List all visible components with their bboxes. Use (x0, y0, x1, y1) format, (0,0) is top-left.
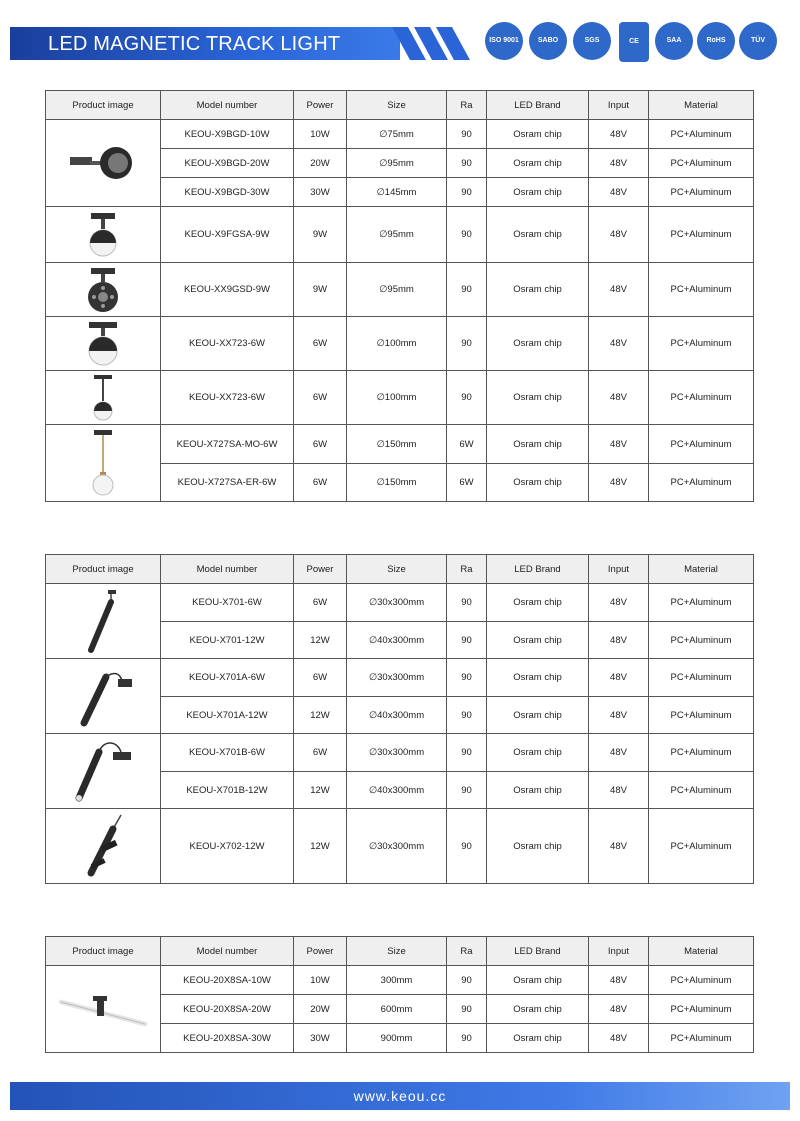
col-header-image: Product image (46, 91, 161, 120)
power-cell: 6W (294, 371, 347, 425)
spec-table-spot-lights (45, 90, 754, 502)
col-header-input: Input (589, 91, 649, 120)
tube-with-cord-icon (63, 738, 143, 804)
led-brand-cell: Osram chip (487, 622, 589, 659)
led-brand-cell: Osram chip (487, 178, 589, 207)
slim-pendant-tube-icon (73, 588, 133, 654)
col-header-ra: Ra (447, 555, 487, 584)
table-row (46, 966, 754, 995)
col-header-material: Material (649, 91, 754, 120)
led-brand-cell: Osram chip (487, 697, 589, 734)
size-cell: ∅40x300mm (347, 622, 447, 659)
product-image-cell (46, 584, 161, 659)
col-header-power: Power (294, 91, 347, 120)
check-badge-icon: SGS (573, 22, 611, 60)
size-cell: ∅100mm (347, 317, 447, 371)
input-cell: 48V (589, 317, 649, 371)
model-cell: KEOU-XX9GSD-9W (161, 263, 294, 317)
ra-cell: 90 (447, 317, 487, 371)
input-cell: 48V (589, 584, 649, 622)
col-header-ra: Ra (447, 91, 487, 120)
col-header-model: Model number (161, 937, 294, 966)
input-cell: 48V (589, 1024, 649, 1053)
power-cell: 12W (294, 772, 347, 809)
col-header-model: Model number (161, 91, 294, 120)
product-image-cell (46, 425, 161, 502)
power-cell: 30W (294, 178, 347, 207)
size-cell: 600mm (347, 995, 447, 1024)
col-header-model: Model number (161, 555, 294, 584)
model-cell: KEOU-X9BGD-30W (161, 178, 294, 207)
size-cell: 300mm (347, 966, 447, 995)
saa-badge-icon: SAA (655, 22, 693, 60)
input-cell: 48V (589, 263, 649, 317)
col-header-power: Power (294, 937, 347, 966)
size-cell: ∅150mm (347, 425, 447, 464)
power-cell: 30W (294, 1024, 347, 1053)
tube-with-adapter-icon (68, 663, 138, 729)
size-cell: ∅40x300mm (347, 697, 447, 734)
col-header-material: Material (649, 937, 754, 966)
table-row (46, 263, 754, 317)
table-header-row (46, 91, 754, 120)
material-cell: PC+Aluminum (649, 659, 754, 697)
spec-table-linear-lights (45, 936, 754, 1053)
led-brand-cell: Osram chip (487, 966, 589, 995)
led-brand-cell: Osram chip (487, 772, 589, 809)
input-cell: 48V (589, 809, 649, 884)
ra-cell: 90 (447, 697, 487, 734)
table-row (46, 809, 754, 884)
led-brand-cell: Osram chip (487, 263, 589, 317)
size-cell: ∅30x300mm (347, 584, 447, 622)
material-cell: PC+Aluminum (649, 809, 754, 884)
material-cell: PC+Aluminum (649, 734, 754, 772)
material-cell: PC+Aluminum (649, 178, 754, 207)
power-cell: 10W (294, 966, 347, 995)
model-cell: KEOU-20X8SA-10W (161, 966, 294, 995)
ra-cell: 90 (447, 263, 487, 317)
material-cell: PC+Aluminum (649, 464, 754, 502)
small-pendant-globe-icon (88, 373, 118, 423)
input-cell: 48V (589, 120, 649, 149)
power-cell: 12W (294, 697, 347, 734)
table-row (46, 207, 754, 263)
table-header-row (46, 555, 754, 584)
ra-cell: 90 (447, 1024, 487, 1053)
led-brand-cell: Osram chip (487, 734, 589, 772)
col-header-led-brand: LED Brand (487, 555, 589, 584)
aquaplate-badge-icon: RoHS (697, 22, 735, 60)
power-cell: 9W (294, 263, 347, 317)
power-cell: 6W (294, 584, 347, 622)
model-cell: KEOU-X9BGD-20W (161, 149, 294, 178)
page-title: LED MAGNETIC TRACK LIGHT (48, 33, 341, 55)
ra-cell: 6W (447, 425, 487, 464)
spec-table-tube-lights (45, 554, 754, 884)
led-brand-cell: Osram chip (487, 995, 589, 1024)
material-cell: PC+Aluminum (649, 425, 754, 464)
material-cell: PC+Aluminum (649, 149, 754, 178)
size-cell: ∅95mm (347, 207, 447, 263)
material-cell: PC+Aluminum (649, 966, 754, 995)
table-row (46, 120, 754, 149)
table-row (46, 659, 754, 697)
ra-cell: 90 (447, 772, 487, 809)
model-cell: KEOU-20X8SA-20W (161, 995, 294, 1024)
material-cell: PC+Aluminum (649, 772, 754, 809)
table-row (46, 734, 754, 772)
input-cell: 48V (589, 659, 649, 697)
ra-cell: 6W (447, 464, 487, 502)
col-header-ra: Ra (447, 937, 487, 966)
product-image-cell (46, 120, 161, 207)
power-cell: 20W (294, 995, 347, 1024)
material-cell: PC+Aluminum (649, 120, 754, 149)
ra-cell: 90 (447, 149, 487, 178)
col-header-input: Input (589, 937, 649, 966)
product-image-cell (46, 734, 161, 809)
certification-logos (485, 22, 785, 66)
material-cell: PC+Aluminum (649, 371, 754, 425)
col-header-size: Size (347, 91, 447, 120)
material-cell: PC+Aluminum (649, 317, 754, 371)
power-cell: 20W (294, 149, 347, 178)
long-pendant-globe-icon (86, 428, 120, 498)
table-row (46, 317, 754, 371)
material-cell: PC+Aluminum (649, 263, 754, 317)
model-cell: KEOU-X701-6W (161, 584, 294, 622)
material-cell: PC+Aluminum (649, 622, 754, 659)
input-cell: 48V (589, 622, 649, 659)
size-cell: ∅150mm (347, 464, 447, 502)
power-cell: 9W (294, 207, 347, 263)
model-cell: KEOU-X727SA-ER-6W (161, 464, 294, 502)
col-header-led-brand: LED Brand (487, 937, 589, 966)
product-image-cell (46, 659, 161, 734)
half-globe-light-icon (83, 320, 123, 368)
power-cell: 6W (294, 464, 347, 502)
table-row (46, 425, 754, 464)
input-cell: 48V (589, 697, 649, 734)
segmented-tube-icon (73, 813, 133, 879)
globe-spot-light-icon (83, 211, 123, 259)
ra-cell: 90 (447, 809, 487, 884)
led-brand-cell: Osram chip (487, 120, 589, 149)
ra-cell: 90 (447, 178, 487, 207)
header-stripes-decoration (392, 27, 472, 60)
led-brand-cell: Osram chip (487, 1024, 589, 1053)
col-header-power: Power (294, 555, 347, 584)
input-cell: 48V (589, 149, 649, 178)
round-spot-light-icon (68, 143, 138, 183)
table-row (46, 584, 754, 622)
ra-cell: 90 (447, 622, 487, 659)
size-cell: ∅30x300mm (347, 659, 447, 697)
size-cell: ∅75mm (347, 120, 447, 149)
table-header-row (46, 937, 754, 966)
size-cell: ∅95mm (347, 263, 447, 317)
tuv-badge-icon: TÜV (739, 22, 777, 60)
power-cell: 6W (294, 734, 347, 772)
product-image-cell (46, 966, 161, 1053)
size-cell: ∅30x300mm (347, 734, 447, 772)
model-cell: KEOU-X702-12W (161, 809, 294, 884)
sabo-badge-icon: SABO (529, 22, 567, 60)
ra-cell: 90 (447, 584, 487, 622)
ra-cell: 90 (447, 659, 487, 697)
model-cell: KEOU-X701A-12W (161, 697, 294, 734)
size-cell: ∅145mm (347, 178, 447, 207)
input-cell: 48V (589, 207, 649, 263)
input-cell: 48V (589, 371, 649, 425)
product-image-cell (46, 317, 161, 371)
col-header-input: Input (589, 555, 649, 584)
model-cell: KEOU-X701B-12W (161, 772, 294, 809)
flag-badge-icon: CE (619, 22, 649, 62)
ra-cell: 90 (447, 966, 487, 995)
linear-bar-light-icon (55, 984, 151, 1034)
model-cell: KEOU-X701A-6W (161, 659, 294, 697)
led-brand-cell: Osram chip (487, 659, 589, 697)
model-cell: KEOU-XX723-6W (161, 317, 294, 371)
led-brand-cell: Osram chip (487, 425, 589, 464)
ra-cell: 90 (447, 995, 487, 1024)
model-cell: KEOU-X9FGSA-9W (161, 207, 294, 263)
material-cell: PC+Aluminum (649, 207, 754, 263)
input-cell: 48V (589, 178, 649, 207)
power-cell: 6W (294, 425, 347, 464)
input-cell: 48V (589, 966, 649, 995)
ra-cell: 90 (447, 371, 487, 425)
model-cell: KEOU-X701B-6W (161, 734, 294, 772)
led-brand-cell: Osram chip (487, 809, 589, 884)
product-image-cell (46, 371, 161, 425)
model-cell: KEOU-X701-12W (161, 622, 294, 659)
power-cell: 6W (294, 659, 347, 697)
col-header-image: Product image (46, 937, 161, 966)
input-cell: 48V (589, 772, 649, 809)
multi-lens-spot-icon (83, 266, 123, 314)
led-brand-cell: Osram chip (487, 371, 589, 425)
input-cell: 48V (589, 995, 649, 1024)
led-brand-cell: Osram chip (487, 317, 589, 371)
model-cell: KEOU-20X8SA-30W (161, 1024, 294, 1053)
led-brand-cell: Osram chip (487, 207, 589, 263)
model-cell: KEOU-X9BGD-10W (161, 120, 294, 149)
col-header-size: Size (347, 555, 447, 584)
size-cell: ∅95mm (347, 149, 447, 178)
iso-9001-badge-icon: ISO 9001 (485, 22, 523, 60)
material-cell: PC+Aluminum (649, 1024, 754, 1053)
model-cell: KEOU-XX723-6W (161, 371, 294, 425)
product-image-cell (46, 809, 161, 884)
ra-cell: 90 (447, 207, 487, 263)
table-row (46, 371, 754, 425)
model-cell: KEOU-X727SA-MO-6W (161, 425, 294, 464)
material-cell: PC+Aluminum (649, 697, 754, 734)
size-cell: ∅100mm (347, 371, 447, 425)
col-header-image: Product image (46, 555, 161, 584)
led-brand-cell: Osram chip (487, 464, 589, 502)
col-header-led-brand: LED Brand (487, 91, 589, 120)
power-cell: 12W (294, 622, 347, 659)
power-cell: 6W (294, 317, 347, 371)
product-image-cell (46, 207, 161, 263)
size-cell: 900mm (347, 1024, 447, 1053)
input-cell: 48V (589, 425, 649, 464)
input-cell: 48V (589, 734, 649, 772)
led-brand-cell: Osram chip (487, 584, 589, 622)
col-header-size: Size (347, 937, 447, 966)
material-cell: PC+Aluminum (649, 995, 754, 1024)
ra-cell: 90 (447, 734, 487, 772)
led-brand-cell: Osram chip (487, 149, 589, 178)
product-image-cell (46, 263, 161, 317)
material-cell: PC+Aluminum (649, 584, 754, 622)
input-cell: 48V (589, 464, 649, 502)
ra-cell: 90 (447, 120, 487, 149)
size-cell: ∅40x300mm (347, 772, 447, 809)
footer-website-link[interactable]: www.keou.cc (353, 1088, 447, 1104)
col-header-material: Material (649, 555, 754, 584)
size-cell: ∅30x300mm (347, 809, 447, 884)
power-cell: 10W (294, 120, 347, 149)
power-cell: 12W (294, 809, 347, 884)
